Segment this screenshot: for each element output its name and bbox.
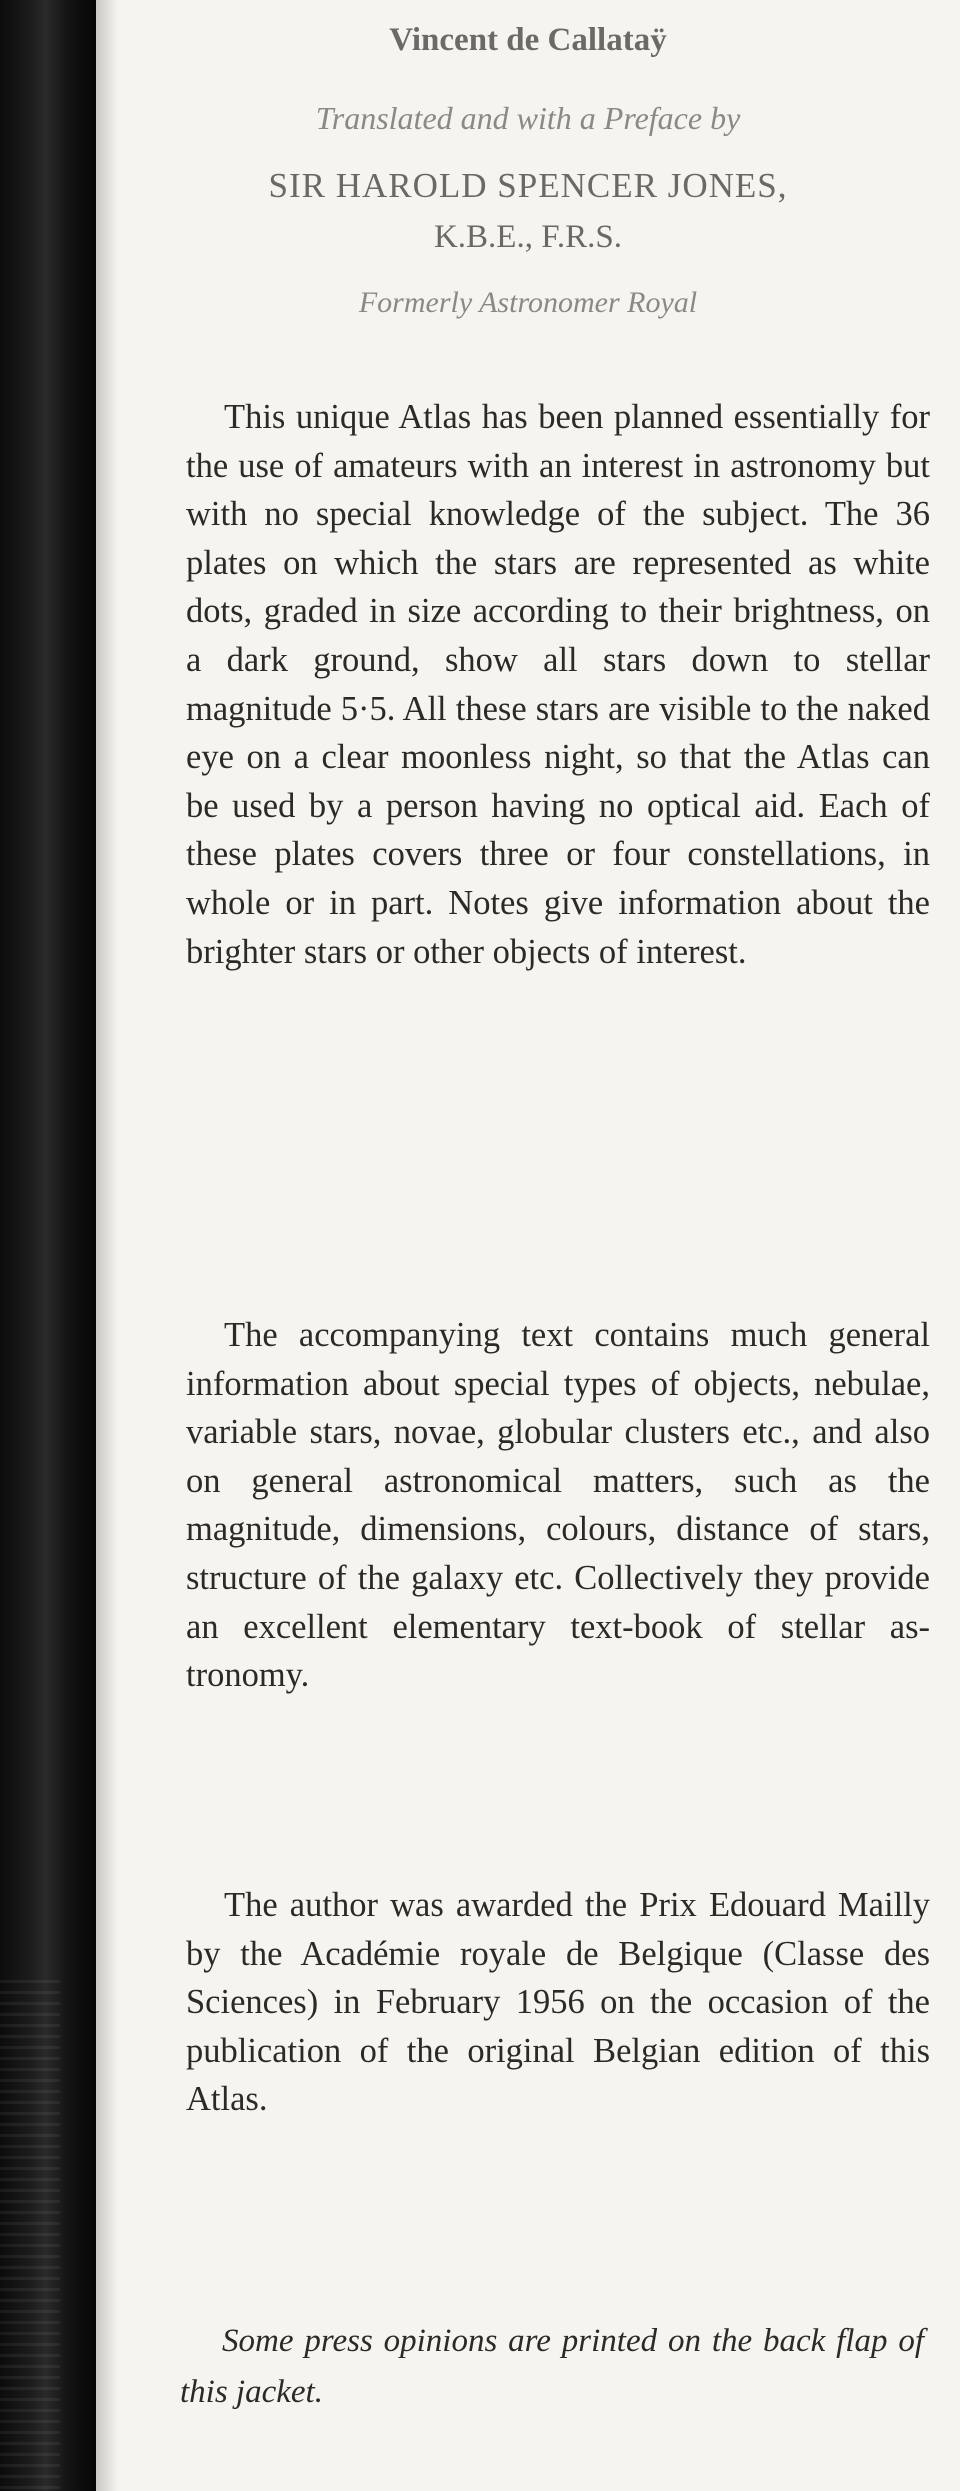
press-opinions-note: Some press opinions are printed on the back flap of this jacket. <box>180 2323 924 2410</box>
translator-title: Formerly Astronomer Royal <box>358 286 698 319</box>
translator-honours: K.B.E., F.R.S. <box>433 219 623 255</box>
award-paragraph: The author was awarded the Prix Edouard Mailly by the Académie royale de Belgique (Classe des Sciences) in February 1956 on the occasion of the publication of the original Belgian edition of this Atlas. <box>186 1886 930 2119</box>
jacket-flap <box>96 0 960 2491</box>
author-name: Vincent de Callataÿ <box>389 22 667 58</box>
spine-wear-texture <box>0 1980 60 2491</box>
description-paragraph: This unique Atlas has been planned essentially for the use of amateurs with an interest in astronomy but with no special knowledge of the subject. The 36 plates on which the stars are represented as white dots, graded in size according to their brightness, on a dark ground, show all stars down to stellar magnitude 5·5. All these stars are visible to the naked eye on a clear moonless night, so that the Atlas can be used by a person having no optical aid. Each of these plates covers three or four constellations, in whole or in part. Notes give information about the brighter stars or other objects of interest. <box>186 398 930 971</box>
translator-name: SIR HAROLD SPENCER JONES, <box>268 166 788 205</box>
translation-credit: Translated and with a Preface by <box>315 100 741 136</box>
contents-paragraph: The accompanying text contains much general information about special types of objects, nebulae, variable stars, novae, globular clusters etc., and also on general astronomical matters, such as the magnitude, dimensions, colours, distance of stars, structure of the galaxy etc. Collectively they provide an excellent elementary text-book of stellar astronomy. <box>186 1316 930 1695</box>
